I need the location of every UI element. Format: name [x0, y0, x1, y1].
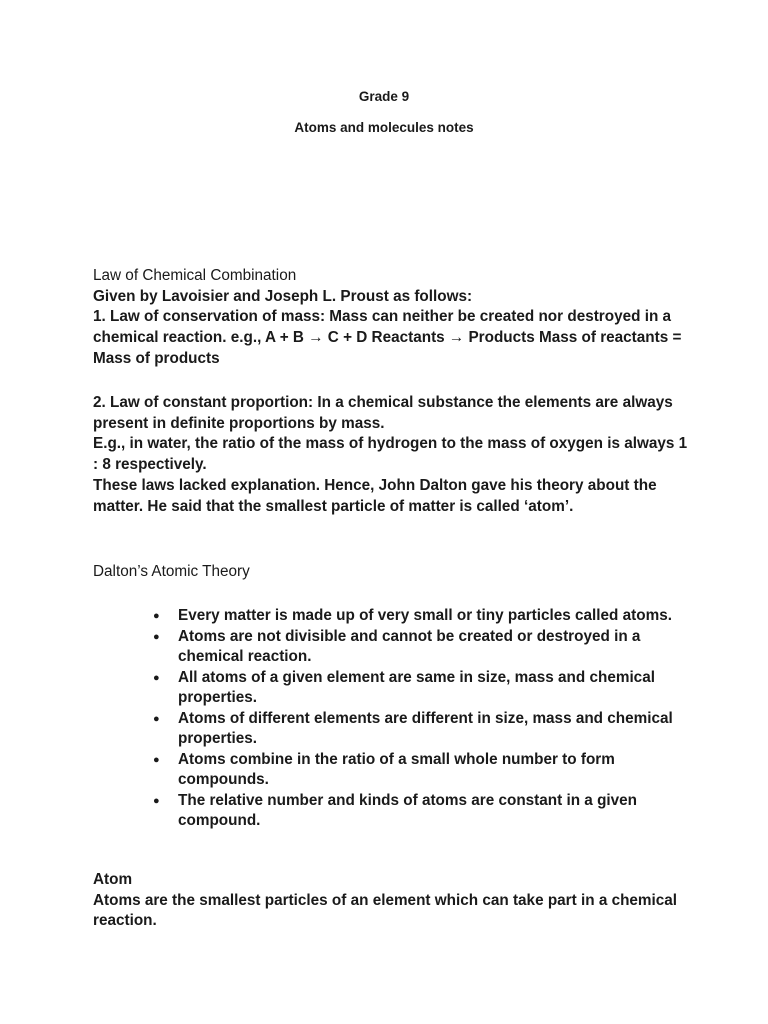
- dalton-section: [93, 562, 693, 583]
- dalton-theory-heading: Dalton’s Atomic Theory: [93, 563, 250, 580]
- list-item: [150, 668, 690, 708]
- list-item-text: Every matter is made up of very small or tiny particles called atoms.: [178, 607, 672, 624]
- bullet-icon: ●: [153, 754, 160, 766]
- list-item-text: Atoms of different elements are different in size, mass and chemical properties.: [178, 710, 673, 747]
- atom-heading: Atom: [93, 871, 133, 888]
- bullet-icon: ●: [153, 631, 160, 643]
- list-item-text: The relative number and kinds of atoms are constant in a given compound.: [178, 792, 638, 829]
- atom-definition-text: Atoms are the smallest particles of an element which can take part in a chemical reaction.: [93, 891, 678, 930]
- list-item: [150, 627, 690, 667]
- list-item: [150, 606, 690, 626]
- bullet-icon: ●: [153, 795, 160, 807]
- bullet-icon: ●: [153, 610, 160, 622]
- bullet-icon: ●: [153, 713, 160, 725]
- law-of-chemical-combination-section: [93, 266, 693, 370]
- dalton-theory-list: [150, 606, 690, 832]
- list-item-text: Atoms combine in the ratio of a small whole number to form compounds.: [178, 751, 615, 788]
- water-ratio-example-text: E.g., in water, the ratio of the mass of hydrogen to the mass of oxygen is always 1 : 8 respectively.: [93, 435, 688, 474]
- grade-label: Grade 9: [358, 89, 410, 104]
- law-conservation-of-mass-text: 1. Law of conservation of mass: Mass can neither be created nor destroyed in a chemical reaction. e.g., A + B → C + D Reactants → Products Mass of reactants = Mass of products: [93, 308, 682, 367]
- bullet-icon: ●: [153, 672, 160, 684]
- list-item: [150, 750, 690, 790]
- list-item-text: Atoms are not divisible and cannot be created or destroyed in a chemical reaction.: [178, 628, 641, 665]
- list-item: [150, 791, 690, 831]
- list-item-text: All atoms of a given element are same in size, mass and chemical properties.: [178, 669, 655, 706]
- list-item: [150, 709, 690, 749]
- law-given-by-text: Given by Lavoisier and Joseph L. Proust as follows:: [93, 287, 473, 305]
- law-section-heading: Law of Chemical Combination: [93, 267, 297, 284]
- atom-section: [93, 870, 693, 932]
- law-constant-proportion-section: [93, 393, 693, 517]
- document-title: Atoms and molecules notes: [294, 120, 474, 135]
- law-constant-proportion-text: 2. Law of constant proportion: In a chemical substance the elements are always present in definite proportions by mass.: [93, 394, 673, 432]
- dalton-intro-text: These laws lacked explanation. Hence, John Dalton gave his theory about the matter. He said that the smallest particle of matter is called ‘atom’.: [93, 476, 657, 515]
